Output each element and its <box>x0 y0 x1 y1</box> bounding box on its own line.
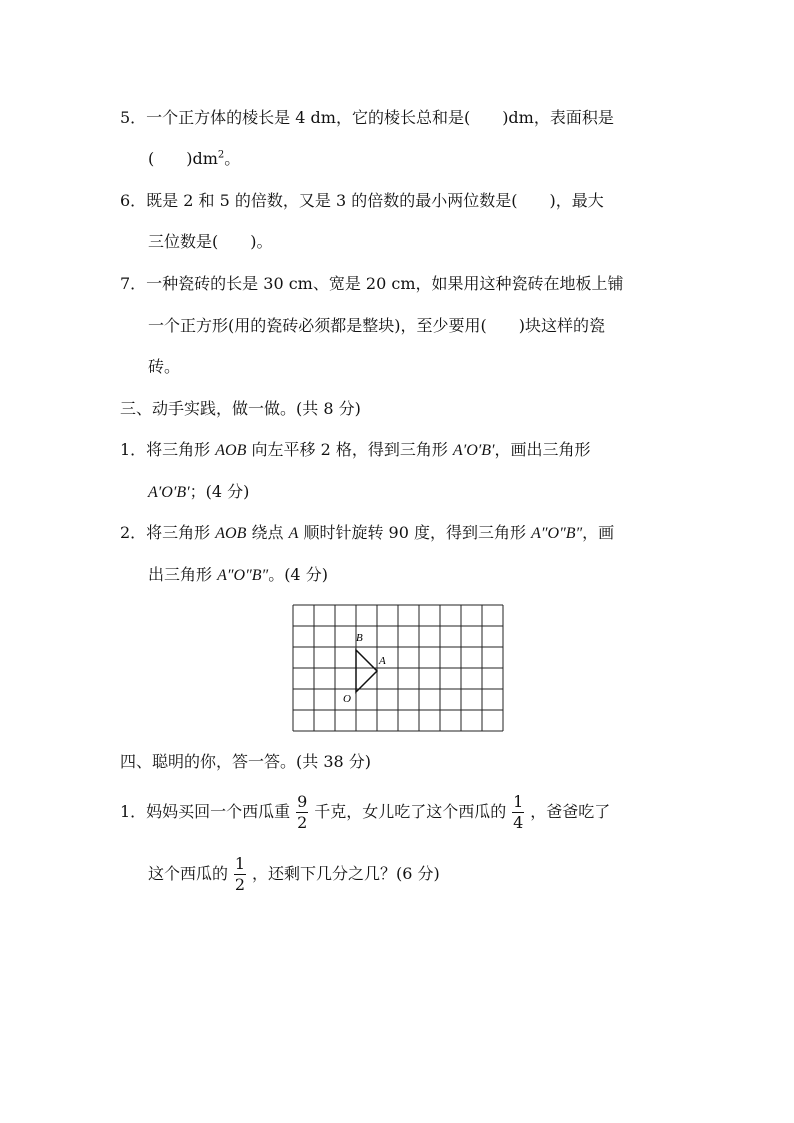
fraction-one-quarter <box>512 792 524 833</box>
q6-line1: 6．既是 2 和 5 的倍数，又是 3 的倍数的最小两位数是( )，最大 <box>120 191 604 210</box>
s3-item2-points: 。(4 分) <box>268 565 328 584</box>
s3-item2-target2: A″O″B″ <box>217 567 269 584</box>
s3-item2-line1 <box>120 522 614 545</box>
label-a: A <box>379 655 386 667</box>
s4-item1-text-d: 这个西瓜的 <box>148 864 229 883</box>
s3-item2-text2-a: 出三角形 <box>148 565 218 584</box>
grid-lines <box>293 605 503 731</box>
q5-superscript: 2 <box>217 149 225 161</box>
s3-item1-aob: AOB <box>215 442 247 459</box>
frac2-numerator: 1 <box>513 792 524 811</box>
s3-item2-point-a: A <box>288 525 299 542</box>
s4-item1-text-b: 千克，女儿吃了这个西瓜的 <box>314 802 507 821</box>
s4-item1-text-e: ，还剩下几分之几？(6 分) <box>252 864 440 883</box>
frac2-denominator: 4 <box>513 813 524 832</box>
section3-heading: 三、动手实践，做一做。(共 8 分) <box>120 399 361 418</box>
s3-item2-line2 <box>148 564 328 587</box>
s3-item1-target2: A′O′B′ <box>148 484 190 501</box>
q5-line2-end: 。 <box>224 149 241 168</box>
s3-item1-points: ；(4 分) <box>189 482 250 501</box>
s3-item1-target: A′O′B′ <box>452 442 495 459</box>
q7-line1: 7．一种瓷砖的长是 30 cm、宽是 20 cm，如果用这种瓷砖在地板上铺 <box>120 274 624 293</box>
q7-line3: 砖。 <box>148 357 181 376</box>
s4-item1-text-c: ，爸爸吃了 <box>530 802 611 821</box>
label-b: B <box>356 632 363 644</box>
s3-item2-target: A″O″B″ <box>531 525 583 542</box>
s4-item1-line1 <box>120 790 610 834</box>
s3-item2-text-e: 顺时针旋转 90 度，得到三角形 <box>298 523 532 542</box>
s3-item2-aob: AOB <box>215 525 247 542</box>
s3-item1-line2 <box>148 481 249 504</box>
label-o: O <box>343 693 351 705</box>
s4-item1-line2 <box>148 852 440 896</box>
q7-line2: 一个正方形(用的瓷砖必须都是整块)，至少要用( )块这样的瓷 <box>148 316 605 335</box>
s3-item1-line1 <box>120 439 591 462</box>
triangle-aob <box>356 650 377 692</box>
s3-item1-text-c: 向左平移 2 格，得到三角形 <box>246 440 453 459</box>
s3-item1-text-a: 1．将三角形 <box>120 440 216 459</box>
frac3-numerator: 1 <box>234 854 246 873</box>
q5-line2-text: ( )dm <box>148 149 218 168</box>
q5-line1: 5．一个正方体的棱长是 4 dm，它的棱长总和是( )dm，表面积是 <box>120 108 614 127</box>
fraction-nine-halves <box>296 792 308 833</box>
s3-item1-text-e: ，画出三角形 <box>494 440 591 459</box>
s4-item1-text-a: 1．妈妈买回一个西瓜重 <box>120 802 291 821</box>
section4-heading: 四、聪明的你，答一答。(共 38 分) <box>120 752 372 771</box>
frac1-numerator: 9 <box>297 792 308 811</box>
q5-line2 <box>148 148 240 170</box>
s3-item2-text-g: ，画 <box>582 523 615 542</box>
q6-line2: 三位数是( )。 <box>148 232 273 251</box>
frac1-denominator: 2 <box>297 813 308 832</box>
fraction-one-half <box>234 854 246 895</box>
s3-item2-text-c: 绕点 <box>246 523 289 542</box>
s3-item2-text-a: 2．将三角形 <box>120 523 216 542</box>
frac3-denominator: 2 <box>234 875 246 894</box>
grid-figure <box>292 604 506 734</box>
